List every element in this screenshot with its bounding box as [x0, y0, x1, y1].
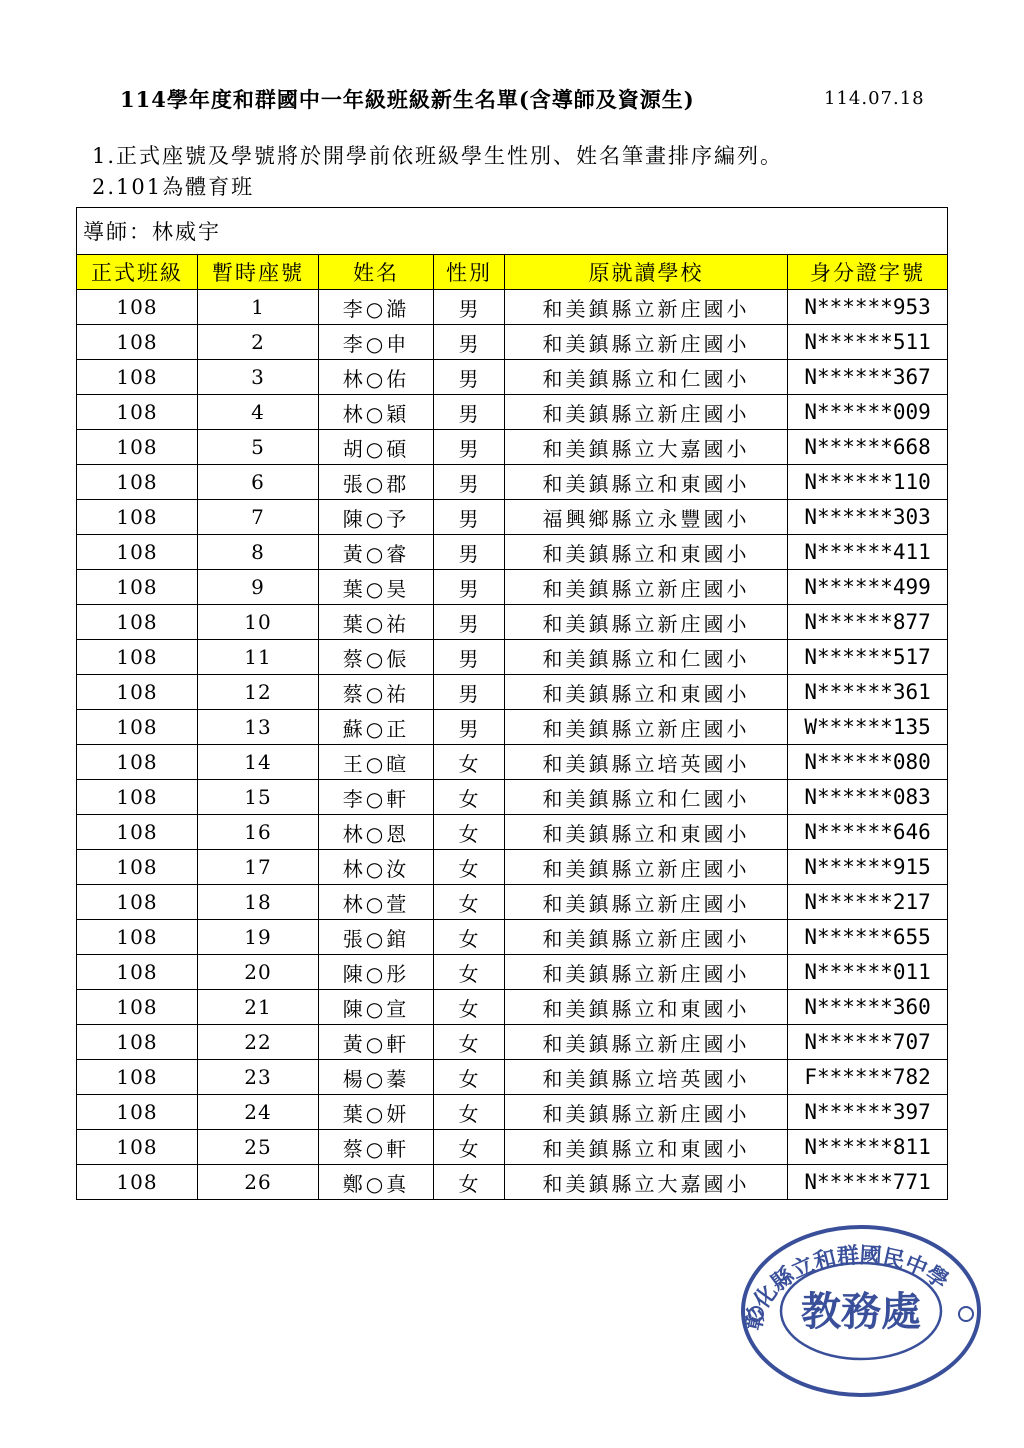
cell-temp-seat: 11: [198, 640, 319, 675]
table-row: [77, 745, 948, 780]
table-row: [77, 465, 948, 500]
cell-temp-seat: 25: [198, 1130, 319, 1165]
cell-id-number: N******655: [788, 920, 948, 955]
cell-id-number: N******953: [788, 290, 948, 325]
cell-gender: 女: [434, 1060, 505, 1095]
cell-gender: 男: [434, 710, 505, 745]
cell-previous-school: 和美鎮縣立和仁國小: [505, 780, 788, 815]
cell-id-number: N******217: [788, 885, 948, 920]
cell-temp-seat: 12: [198, 675, 319, 710]
cell-id-number: N******877: [788, 605, 948, 640]
cell-id-number: N******517: [788, 640, 948, 675]
cell-temp-seat: 20: [198, 955, 319, 990]
cell-temp-seat: 14: [198, 745, 319, 780]
table-row: [77, 780, 948, 815]
cell-id-number: N******915: [788, 850, 948, 885]
cell-temp-seat: 16: [198, 815, 319, 850]
cell-official-class: 108: [77, 920, 198, 955]
cell-id-number: W******135: [788, 710, 948, 745]
cell-official-class: 108: [77, 1060, 198, 1095]
cell-gender: 男: [434, 570, 505, 605]
table-row: [77, 360, 948, 395]
cell-previous-school: 和美鎮縣立和東國小: [505, 675, 788, 710]
cell-student-name: 林○穎: [319, 395, 434, 430]
header-id-number: 身分證字號: [788, 255, 948, 290]
cell-official-class: 108: [77, 1165, 198, 1200]
cell-id-number: N******411: [788, 535, 948, 570]
cell-student-name: 陳○彤: [319, 955, 434, 990]
cell-official-class: 108: [77, 395, 198, 430]
table-row: [77, 955, 948, 990]
cell-official-class: 108: [77, 675, 198, 710]
teacher-name: 導師：林威宇: [77, 208, 948, 255]
table-row: [77, 885, 948, 920]
cell-gender: 男: [434, 395, 505, 430]
cell-official-class: 108: [77, 325, 198, 360]
cell-temp-seat: 19: [198, 920, 319, 955]
table-row: [77, 990, 948, 1025]
cell-temp-seat: 10: [198, 605, 319, 640]
cell-id-number: N******811: [788, 1130, 948, 1165]
cell-previous-school: 和美鎮縣立和東國小: [505, 465, 788, 500]
cell-student-name: 胡○碩: [319, 430, 434, 465]
cell-id-number: N******361: [788, 675, 948, 710]
cell-id-number: N******668: [788, 430, 948, 465]
cell-official-class: 108: [77, 500, 198, 535]
cell-student-name: 張○郡: [319, 465, 434, 500]
cell-student-name: 李○申: [319, 325, 434, 360]
cell-gender: 女: [434, 1025, 505, 1060]
official-seal-icon: [736, 1222, 986, 1400]
cell-official-class: 108: [77, 1130, 198, 1165]
table-row: [77, 325, 948, 360]
cell-id-number: N******083: [788, 780, 948, 815]
header-official-class: 正式班級: [77, 255, 198, 290]
cell-official-class: 108: [77, 640, 198, 675]
cell-gender: 男: [434, 500, 505, 535]
table-body: [77, 290, 948, 1200]
cell-previous-school: 和美鎮縣立和東國小: [505, 1130, 788, 1165]
seal-ring-text: 彰化縣立和群國民中學: [740, 1242, 954, 1333]
cell-gender: 男: [434, 640, 505, 675]
cell-gender: 女: [434, 780, 505, 815]
cell-gender: 女: [434, 815, 505, 850]
table-row: [77, 1060, 948, 1095]
cell-gender: 女: [434, 920, 505, 955]
table-row: [77, 815, 948, 850]
cell-gender: 女: [434, 990, 505, 1025]
cell-official-class: 108: [77, 955, 198, 990]
table-row: [77, 395, 948, 430]
cell-official-class: 108: [77, 360, 198, 395]
cell-official-class: 108: [77, 535, 198, 570]
cell-official-class: 108: [77, 605, 198, 640]
table-row: [77, 1165, 948, 1200]
cell-gender: 男: [434, 535, 505, 570]
cell-id-number: N******707: [788, 1025, 948, 1060]
cell-previous-school: 和美鎮縣立新庄國小: [505, 1095, 788, 1130]
cell-official-class: 108: [77, 570, 198, 605]
cell-temp-seat: 23: [198, 1060, 319, 1095]
cell-id-number: N******646: [788, 815, 948, 850]
cell-student-name: 楊○蓁: [319, 1060, 434, 1095]
cell-student-name: 林○佑: [319, 360, 434, 395]
cell-previous-school: 和美鎮縣立新庄國小: [505, 710, 788, 745]
cell-gender: 女: [434, 955, 505, 990]
cell-id-number: N******360: [788, 990, 948, 1025]
cell-previous-school: 和美鎮縣立新庄國小: [505, 1025, 788, 1060]
seal-center-text: 教務處: [801, 1288, 921, 1335]
cell-official-class: 108: [77, 430, 198, 465]
cell-temp-seat: 26: [198, 1165, 319, 1200]
cell-student-name: 張○錧: [319, 920, 434, 955]
cell-previous-school: 和美鎮縣立新庄國小: [505, 605, 788, 640]
cell-student-name: 蔡○祐: [319, 675, 434, 710]
table-row: [77, 1095, 948, 1130]
cell-gender: 女: [434, 1130, 505, 1165]
cell-previous-school: 和美鎮縣立新庄國小: [505, 570, 788, 605]
table-row: [77, 605, 948, 640]
cell-previous-school: 和美鎮縣立新庄國小: [505, 920, 788, 955]
header-temp-seat: 暫時座號: [198, 255, 319, 290]
cell-gender: 男: [434, 465, 505, 500]
cell-previous-school: 和美鎮縣立新庄國小: [505, 955, 788, 990]
cell-official-class: 108: [77, 1025, 198, 1060]
cell-official-class: 108: [77, 290, 198, 325]
cell-temp-seat: 22: [198, 1025, 319, 1060]
table-row: [77, 430, 948, 465]
cell-previous-school: 和美鎮縣立培英國小: [505, 745, 788, 780]
cell-temp-seat: 18: [198, 885, 319, 920]
cell-student-name: 葉○妍: [319, 1095, 434, 1130]
cell-student-name: 蔡○軒: [319, 1130, 434, 1165]
cell-official-class: 108: [77, 780, 198, 815]
cell-gender: 男: [434, 675, 505, 710]
cell-student-name: 鄭○真: [319, 1165, 434, 1200]
cell-student-name: 葉○祐: [319, 605, 434, 640]
table-row: [77, 570, 948, 605]
teacher-row: [77, 208, 948, 255]
cell-student-name: 林○恩: [319, 815, 434, 850]
table-row: [77, 535, 948, 570]
cell-gender: 男: [434, 360, 505, 395]
cell-temp-seat: 1: [198, 290, 319, 325]
cell-student-name: 葉○昊: [319, 570, 434, 605]
cell-student-name: 黃○軒: [319, 1025, 434, 1060]
table-row: [77, 640, 948, 675]
cell-official-class: 108: [77, 465, 198, 500]
cell-previous-school: 福興鄉縣立永豐國小: [505, 500, 788, 535]
table-row: [77, 850, 948, 885]
table-row: [77, 500, 948, 535]
cell-official-class: 108: [77, 1095, 198, 1130]
cell-previous-school: 和美鎮縣立培英國小: [505, 1060, 788, 1095]
cell-previous-school: 和美鎮縣立大嘉國小: [505, 430, 788, 465]
cell-previous-school: 和美鎮縣立和東國小: [505, 815, 788, 850]
cell-temp-seat: 6: [198, 465, 319, 500]
cell-previous-school: 和美鎮縣立和仁國小: [505, 360, 788, 395]
cell-previous-school: 和美鎮縣立新庄國小: [505, 850, 788, 885]
cell-student-name: 林○汝: [319, 850, 434, 885]
cell-student-name: 黃○睿: [319, 535, 434, 570]
cell-id-number: N******511: [788, 325, 948, 360]
cell-previous-school: 和美鎮縣立新庄國小: [505, 885, 788, 920]
cell-official-class: 108: [77, 990, 198, 1025]
cell-student-name: 蔡○侲: [319, 640, 434, 675]
cell-student-name: 王○暄: [319, 745, 434, 780]
cell-previous-school: 和美鎮縣立新庄國小: [505, 325, 788, 360]
cell-gender: 女: [434, 850, 505, 885]
cell-temp-seat: 9: [198, 570, 319, 605]
cell-temp-seat: 21: [198, 990, 319, 1025]
cell-gender: 女: [434, 885, 505, 920]
note-item: 1.正式座號及學號將於開學前依班級學生性別、姓名筆畫排序編列。: [92, 144, 784, 168]
cell-student-name: 蘇○正: [319, 710, 434, 745]
cell-previous-school: 和美鎮縣立和仁國小: [505, 640, 788, 675]
table-row: [77, 290, 948, 325]
table-header-row: [77, 255, 948, 290]
cell-gender: 女: [434, 1095, 505, 1130]
class-roster-table: [76, 207, 948, 1200]
cell-gender: 女: [434, 1165, 505, 1200]
cell-previous-school: 和美鎮縣立和東國小: [505, 535, 788, 570]
note-item: 2.101為體育班: [92, 175, 255, 199]
table-row: [77, 675, 948, 710]
cell-official-class: 108: [77, 745, 198, 780]
cell-temp-seat: 17: [198, 850, 319, 885]
cell-id-number: N******397: [788, 1095, 948, 1130]
cell-official-class: 108: [77, 815, 198, 850]
cell-temp-seat: 7: [198, 500, 319, 535]
cell-student-name: 林○萱: [319, 885, 434, 920]
cell-student-name: 陳○宣: [319, 990, 434, 1025]
header-gender: 性別: [434, 255, 505, 290]
cell-student-name: 李○澔: [319, 290, 434, 325]
document-title: 114學年度和群國中一年級班級新生名單(含導師及資源生): [120, 87, 695, 112]
cell-id-number: N******367: [788, 360, 948, 395]
cell-temp-seat: 2: [198, 325, 319, 360]
cell-temp-seat: 15: [198, 780, 319, 815]
cell-temp-seat: 5: [198, 430, 319, 465]
cell-id-number: N******771: [788, 1165, 948, 1200]
cell-gender: 男: [434, 605, 505, 640]
table-row: [77, 920, 948, 955]
cell-official-class: 108: [77, 850, 198, 885]
cell-student-name: 李○軒: [319, 780, 434, 815]
cell-id-number: N******011: [788, 955, 948, 990]
cell-id-number: N******009: [788, 395, 948, 430]
table-row: [77, 1025, 948, 1060]
table-row: [77, 710, 948, 745]
cell-id-number: N******110: [788, 465, 948, 500]
cell-official-class: 108: [77, 885, 198, 920]
document-date: 114.07.18: [824, 88, 925, 109]
cell-previous-school: 和美鎮縣立新庄國小: [505, 290, 788, 325]
cell-previous-school: 和美鎮縣立新庄國小: [505, 395, 788, 430]
cell-temp-seat: 13: [198, 710, 319, 745]
cell-gender: 男: [434, 430, 505, 465]
cell-official-class: 108: [77, 710, 198, 745]
cell-temp-seat: 4: [198, 395, 319, 430]
header-name: 姓名: [319, 255, 434, 290]
cell-id-number: F******782: [788, 1060, 948, 1095]
cell-id-number: N******499: [788, 570, 948, 605]
cell-student-name: 陳○予: [319, 500, 434, 535]
cell-temp-seat: 8: [198, 535, 319, 570]
header-previous-school: 原就讀學校: [505, 255, 788, 290]
cell-gender: 男: [434, 325, 505, 360]
cell-id-number: N******080: [788, 745, 948, 780]
cell-previous-school: 和美鎮縣立大嘉國小: [505, 1165, 788, 1200]
cell-previous-school: 和美鎮縣立和東國小: [505, 990, 788, 1025]
table-row: [77, 1130, 948, 1165]
cell-temp-seat: 3: [198, 360, 319, 395]
cell-gender: 男: [434, 290, 505, 325]
cell-gender: 女: [434, 745, 505, 780]
cell-id-number: N******303: [788, 500, 948, 535]
cell-temp-seat: 24: [198, 1095, 319, 1130]
